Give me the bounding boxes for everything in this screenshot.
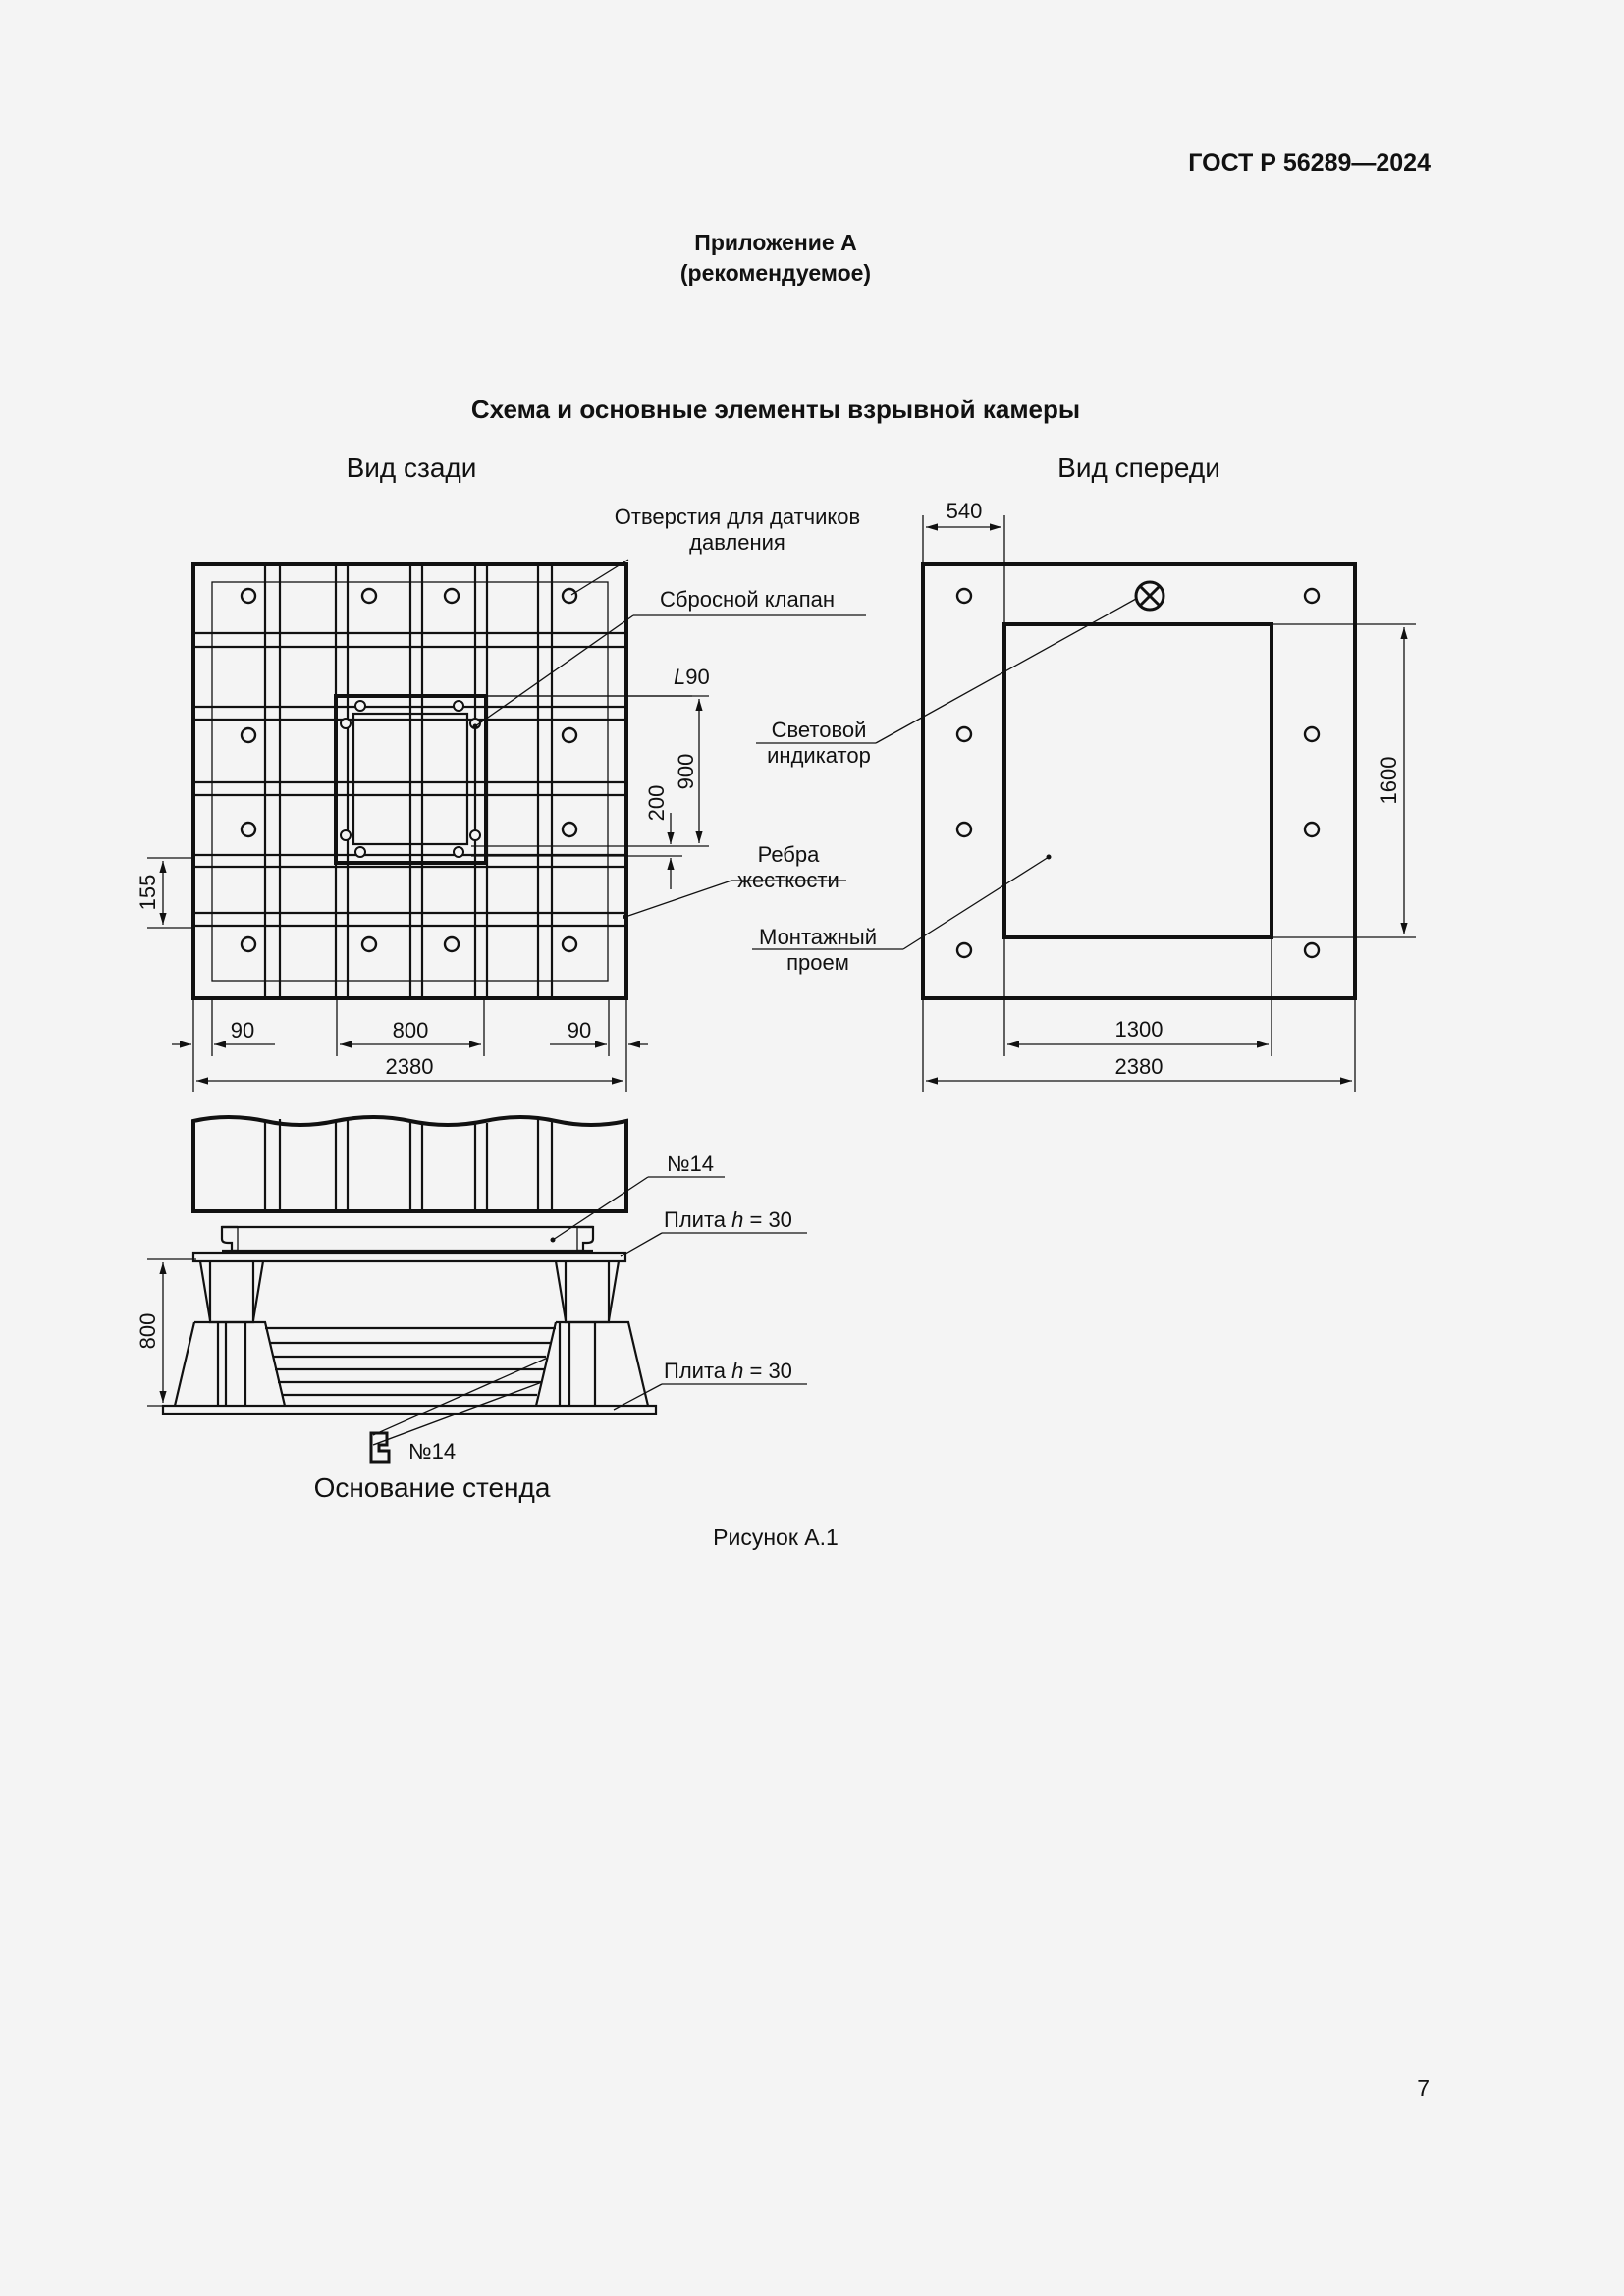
dim-2380-front: 2380 — [1114, 1054, 1164, 1079]
figure-caption: Рисунок А.1 — [713, 1524, 839, 1550]
channel-bottom-label: №14 — [408, 1439, 457, 1464]
front-view-dimension-lines — [923, 515, 1416, 1092]
front-view-frame — [923, 564, 1355, 998]
light-indicator-icon — [1136, 582, 1164, 610]
angle-profile-label — [674, 665, 710, 689]
dim-800: 800 — [392, 1018, 429, 1042]
relief-valve-label: Сбросной клапан — [660, 587, 835, 612]
ribs-label-line2: жесткости — [737, 868, 839, 892]
angle-profile-value: 90 — [685, 665, 710, 689]
dim-1300: 1300 — [1114, 1017, 1164, 1041]
figure-title: Схема и основные элементы взрывной камеры — [470, 395, 1081, 424]
plate-bottom-suffix: = 30 — [743, 1359, 792, 1383]
plate-top-prefix: Плита — [664, 1207, 732, 1232]
plate-top-suffix: = 30 — [743, 1207, 792, 1232]
ribs-label-line1: Ребра — [757, 842, 820, 867]
angle-profile-prefix: L — [674, 665, 686, 689]
dim-800-height: 800 — [135, 1312, 160, 1350]
front-view-leaders — [752, 599, 1136, 949]
plate-bottom — [163, 1406, 656, 1414]
dim-155: 155 — [135, 874, 160, 911]
appendix-subtitle: (рекомендуемое) — [679, 260, 872, 286]
base-columns — [175, 1261, 648, 1406]
sensor-holes-label-line1: Отверстия для датчиков — [614, 505, 861, 529]
dim-1600: 1600 — [1377, 756, 1401, 805]
mounting-opening-label-line1: Монтажный — [759, 925, 877, 949]
document-id: ГОСТ Р 56289—2024 — [1188, 149, 1431, 177]
mounting-opening-label-line2: проем — [786, 950, 849, 975]
plate-bottom-var: h — [731, 1359, 744, 1383]
dim-2380-rear: 2380 — [385, 1054, 434, 1079]
dim-900: 900 — [674, 753, 698, 790]
page-number: 7 — [1417, 2075, 1430, 2101]
light-indicator-label-line1: Световой — [771, 718, 867, 742]
sensor-holes-label-line2: давления — [689, 530, 785, 555]
rear-view-title: Вид сзади — [346, 453, 477, 483]
dim-90-left: 90 — [230, 1018, 255, 1042]
channel-beam-bottom — [265, 1328, 556, 1395]
light-indicator-label-line2: индикатор — [767, 743, 871, 768]
mounting-opening — [1004, 624, 1272, 937]
appendix-title: Приложение А — [694, 230, 857, 255]
plate-top-var: h — [731, 1207, 744, 1232]
channel-beam-top — [222, 1227, 593, 1251]
dim-90-right: 90 — [567, 1018, 592, 1042]
channel-top-label: №14 — [666, 1151, 715, 1176]
base-title: Основание стенда — [313, 1472, 551, 1503]
front-view-title: Вид спереди — [1057, 453, 1220, 483]
sensor-holes — [242, 589, 576, 951]
plate-bottom-label — [664, 1359, 792, 1383]
plate-top — [193, 1253, 625, 1261]
chamber-section-ribs — [265, 1119, 552, 1211]
stand-base — [135, 1117, 807, 1503]
channel-profile-icon — [371, 1433, 389, 1462]
plate-top-label — [664, 1207, 792, 1232]
dim-200: 200 — [644, 784, 669, 822]
dim-540: 540 — [946, 499, 983, 523]
plate-bottom-prefix: Плита — [664, 1359, 732, 1383]
front-view — [752, 453, 1416, 1092]
rear-view — [135, 453, 866, 1092]
front-sensor-holes — [957, 589, 1319, 957]
